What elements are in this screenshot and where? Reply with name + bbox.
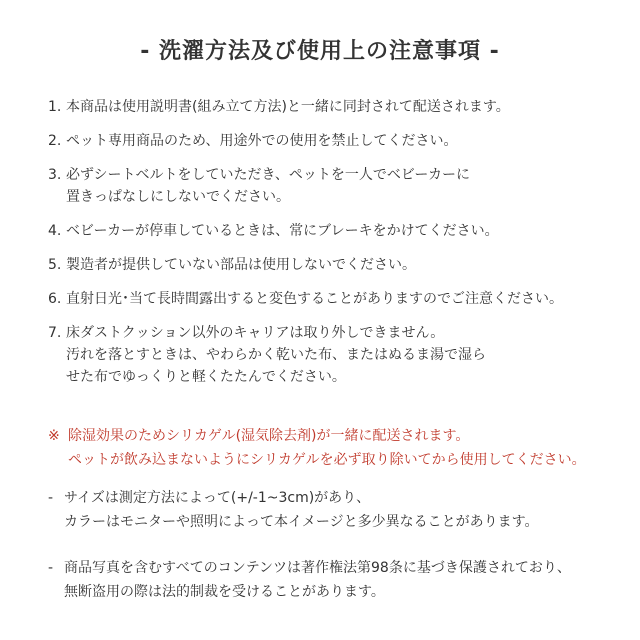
item-line: ベビーカーが停車しているときは、常にブレーキをかけてください。 [66,223,499,239]
item-line: 置きっぱなしにしないでください。 [66,189,290,205]
note-text [64,486,538,534]
size-color-note [48,486,538,534]
list-item [48,322,608,388]
item-text [66,130,608,152]
warning-line: 除湿効果のためシリカゲル(湿気除去剤)が一緒に配送されます。 [68,428,470,444]
note-line: 商品写真を含むすべてのコンテンツは著作権法第98条に基づき保護されており、 [64,560,571,576]
item-number: 6. [48,291,62,307]
caution-list [48,96,608,400]
list-item [48,164,608,208]
item-text [66,288,608,310]
item-line: 製造者が提供していない部品は使用しないでください。 [66,257,416,273]
item-line: 直射日光･当て長時間露出すると変色することがありますのでご注意ください。 [66,291,563,307]
item-text [66,164,608,208]
item-number: 5. [48,257,62,273]
item-number: 2. [48,133,62,149]
item-line: 床ダストクッション以外のキャリアは取り外しできません。 [66,325,445,341]
dash-mark: - [48,560,54,576]
item-line: せた布でゆっくりと軽くたたんでください。 [66,369,346,385]
note-line: サイズは測定方法によって(+/-1~3cm)があり、 [64,490,371,506]
warning-text [68,424,586,472]
copyright-note [48,556,571,604]
list-item [48,220,608,242]
dash-mark: - [48,490,54,506]
item-line: 本商品は使用説明書(組み立て方法)と一緒に同封されて配送されます。 [66,99,510,115]
item-number: 4. [48,223,62,239]
item-line: 汚れを落とすときは、やわらかく乾いた布、またはぬるま湯で湿ら [66,347,486,363]
item-number: 7. [48,325,62,341]
item-number: 3. [48,167,62,183]
note-line: カラーはモニターや照明によって本イメージと多少異なることがあります。 [64,514,539,530]
list-item [48,288,608,310]
page-title: - 洗濯方法及び使用上の注意事項 - [140,39,500,64]
warning-line: ペットが飲み込まないようにシリカゲルを必ず取り除いてから使用してください。 [68,452,586,468]
list-item [48,130,608,152]
list-item [48,254,608,276]
note-text [64,556,571,604]
list-item [48,96,608,118]
item-number: 1. [48,99,62,115]
item-line: 必ずシートベルトをしていただき、ペットを一人でベビーカーに [66,167,471,183]
item-text [66,96,608,118]
reference-mark: ※ [48,428,60,444]
item-text [66,220,608,242]
silica-gel-warning [48,424,586,472]
item-text [66,254,608,276]
note-line: 無断盗用の際は法的制裁を受けることがあります。 [64,584,385,600]
item-line: ペット専用商品のため、用途外での使用を禁止してください。 [66,133,458,149]
item-text [66,322,608,388]
